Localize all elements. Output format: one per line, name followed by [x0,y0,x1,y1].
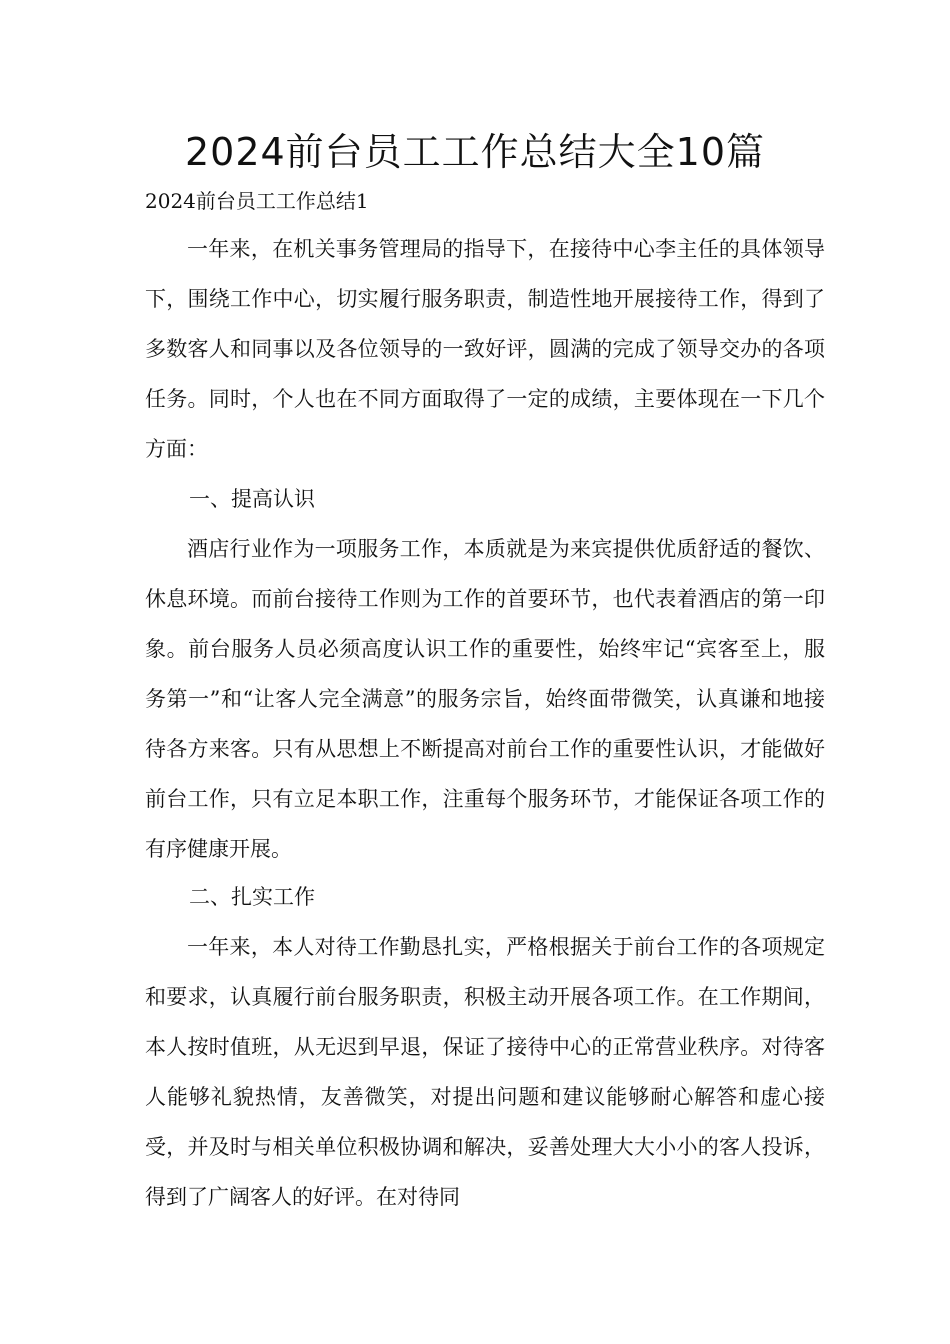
document-subtitle: 2024前台员工工作总结1 [145,189,369,213]
section-heading-2: 二、扎实工作 [189,885,315,909]
paragraph-section-1: 酒店行业作为一项服务工作，本质就是为来宾提供优质舒适的餐饮、休息环境。而前台接待工作则为工作的首要环节，也代表着酒店的第一印象。前台服务人员必须高度认识工作的重要性，始终牢记“宾客至上，服务第一”和“让客人完全满意”的服务宗旨，始终面带微笑，认真谦和地接待各方来客。只有从思想上不断提高对前台工作的重要性认识，才能做好前台工作，只有立足本职工作，注重每个服务环节，才能保证各项工作的有序健康开展。 [145,537,825,861]
section-heading-1: 一、提高认识 [189,487,315,511]
paragraph-section-2: 一年来，本人对待工作勤恳扎实，严格根据关于前台工作的各项规定和要求，认真履行前台服务职责，积极主动开展各项工作。在工作期间，本人按时值班，从无迟到早退，保证了接待中心的正常营业秩序。对待客人能够礼貌热情，友善微笑，对提出问题和建议能够耐心解答和虚心接受，并及时与相关单位积极协调和解决，妥善处理大大小小的客人投诉，得到了广阔客人的好评。在对待同 [145,935,825,1209]
document-title: 2024前台员工工作总结大全10篇 [184,130,766,174]
paragraph-intro: 一年来，在机关事务管理局的指导下，在接待中心李主任的具体领导下，围绕工作中心，切实履行服务职责，制造性地开展接待工作，得到了多数客人和同事以及各位领导的一致好评，圆满的完成了领导交办的各项任务。同时，个人也在不同方面取得了一定的成绩，主要体现在一下几个方面： [145,237,825,461]
